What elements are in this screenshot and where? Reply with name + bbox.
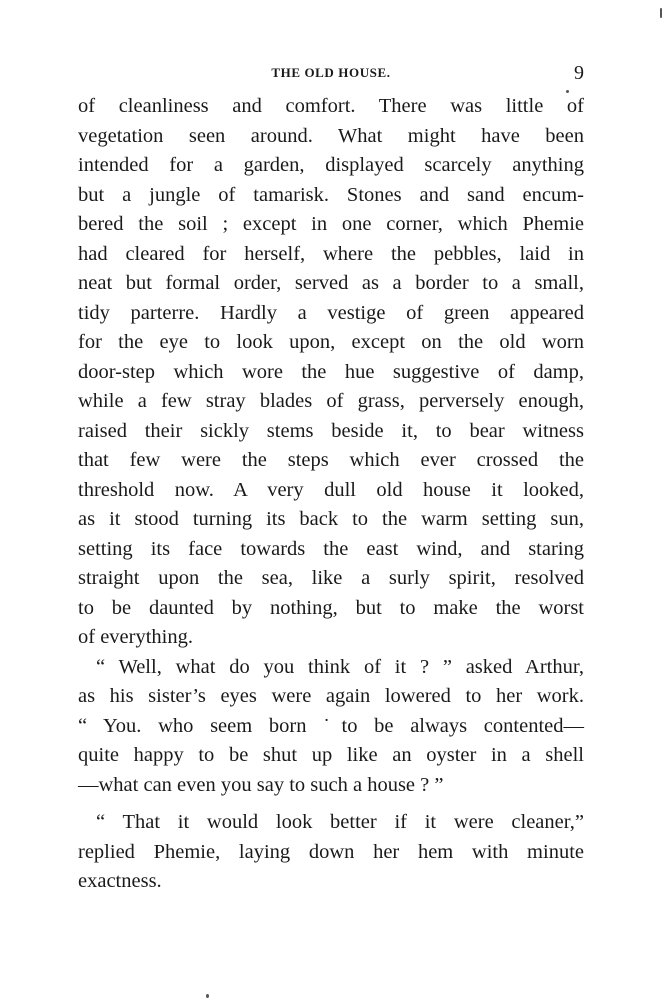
text-line: —what can even you say to such a house ? ” — [78, 773, 444, 796]
text-line: “ Well, what do you think of it ? ” asked Arthur, — [96, 655, 584, 678]
page-number: 9 — [574, 62, 584, 84]
text-line: as his sister’s eyes were again lowered to her work. — [78, 685, 584, 707]
text-line: while a few stray blades of grass, perversely enough, — [78, 390, 584, 412]
text-line: that few were the steps which ever crossed the — [78, 449, 584, 471]
text-line: for the eye to look upon, except on the old worn — [78, 331, 584, 353]
text-line: door-step which wore the hue suggestive of damp, — [78, 360, 584, 383]
text-line: exactness. — [78, 870, 162, 892]
paragraph-1 — [78, 92, 584, 653]
running-head: THE OLD HOUSE. — [271, 65, 391, 80]
text-line: neat but formal order, served as a border to a small, — [78, 272, 584, 294]
scan-speck — [566, 90, 569, 93]
text-line: as it stood turning its back to the warm setting sun, — [78, 508, 584, 530]
text-line: had cleared for herself, where the pebbles, laid in — [78, 242, 584, 265]
text-line: of everything. — [78, 626, 193, 648]
text-line: tidy parterre. Hardly a vestige of green appeared — [78, 301, 584, 324]
text-line: raised their sickly stems beside it, to bear witness — [78, 419, 584, 442]
paragraph-3 — [78, 808, 584, 897]
page-header — [78, 64, 584, 84]
text-line: replied Phemie, laying down her hem with minute — [78, 840, 584, 863]
paragraph-2 — [78, 653, 584, 801]
scan-speck — [660, 8, 662, 18]
scan-speck — [206, 994, 209, 998]
paragraph-gap — [78, 800, 584, 808]
text-line: intended for a garden, displayed scarcely anything — [78, 154, 584, 176]
body-text — [78, 92, 584, 897]
text-line: “ You. who seem born ˙to be always contented— — [78, 714, 584, 737]
text-line: of cleanliness and comfort. There was little of — [78, 95, 584, 117]
text-line: “ That it would look better if it were cleaner,” — [96, 811, 584, 833]
text-line: to be daunted by nothing, but to make the worst — [78, 596, 584, 619]
text-line: vegetation seen around. What might have been — [78, 124, 584, 147]
text-line: threshold now. A very dull old house it looked, — [78, 478, 584, 501]
text-line: setting its face towards the east wind, and staring — [78, 537, 584, 560]
text-line: bered the soil ; except in one corner, which Phemie — [78, 213, 584, 235]
text-line: quite happy to be shut up like an oyster in a shell — [78, 744, 584, 766]
text-line: straight upon the sea, like a surly spirit, resolved — [78, 567, 584, 589]
text-line: but a jungle of tamarisk. Stones and sand encum- — [78, 183, 584, 206]
